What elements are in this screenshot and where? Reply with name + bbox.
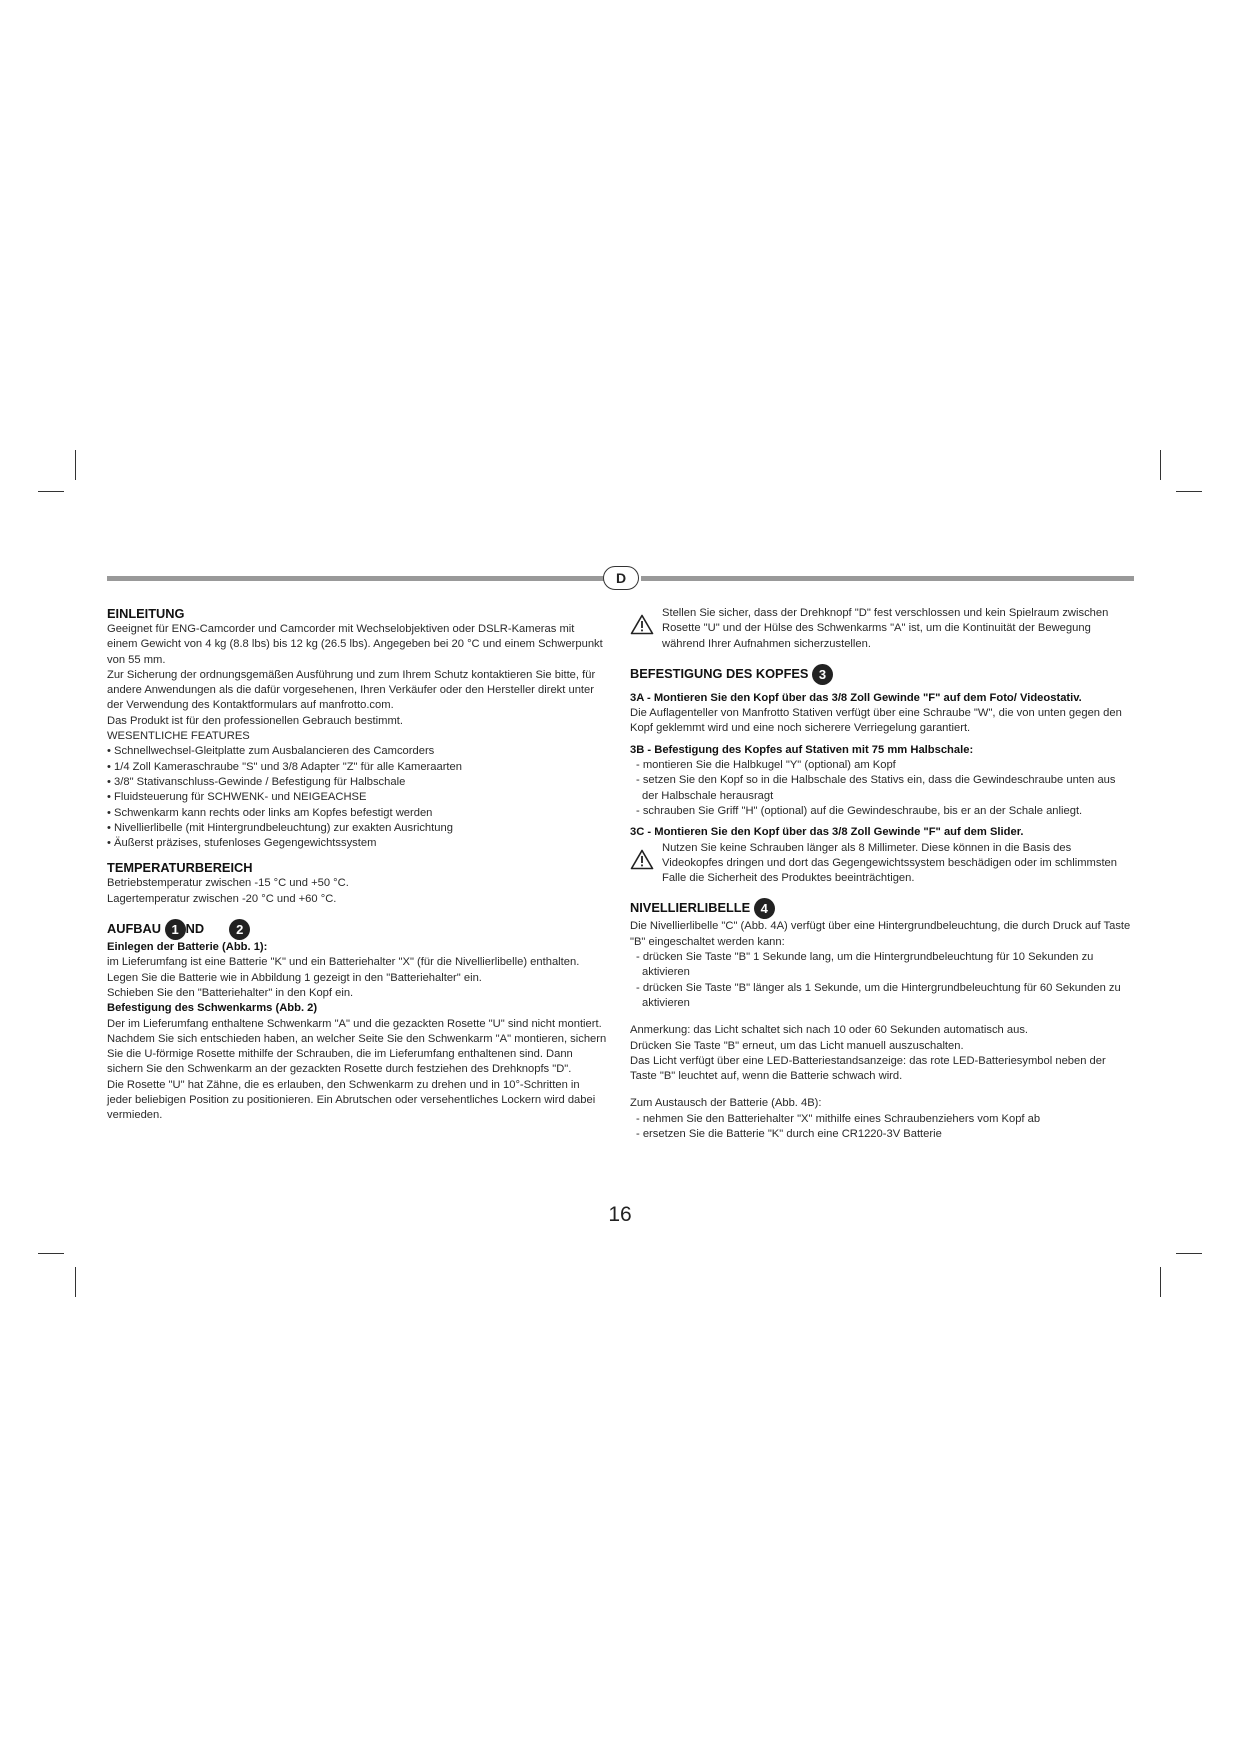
libelle-note: Drücken Sie Taste "B" erneut, um das Licht manuell auszuschalten. <box>630 1039 964 1052</box>
libelle-heading-text: NIVELLIERLIBELLE <box>630 900 751 916</box>
exchange-step: - ersetzen Sie die Batterie "K" durch eine CR1220-3V Batterie <box>636 1128 942 1141</box>
einleitung-paragraph: Das Produkt ist für den professionellen Gebrauch bestimmt. <box>107 714 403 727</box>
warning-text: Nutzen Sie keine Schrauben länger als 8 Millimeter. Diese können in die Basis des Videokopfes dringen und dort das Gegengewichtssystem beschädigen oder im schlimmsten Falle die Sicherheit des Produktes beeinträchtigen. <box>662 841 1118 885</box>
step-number-1: 1 <box>165 919 186 940</box>
left-column <box>107 606 607 1124</box>
feature-item: • 1/4 Zoll Kameraschraube "S" und 3/8 Adapter "Z" für alle Kameraarten <box>107 760 462 773</box>
exchange-title: Zum Austausch der Batterie (Abb. 4B): <box>630 1097 822 1110</box>
language-badge: D <box>603 566 639 590</box>
section-3b-step: - setzen Sie den Kopf so in die Halbschale des Stativs ein, dass die Gewindeschraube unten aus der Halbschale herausragt <box>636 774 1116 802</box>
header-rule-left <box>107 576 605 581</box>
feature-item: • Schwenkarm kann rechts oder links am Kopfes befestigt werden <box>107 806 433 819</box>
einleitung-heading: EINLEITUNG <box>107 606 185 621</box>
kopf-heading-text: BEFESTIGUNG DES KOPFES <box>630 665 809 681</box>
crop-mark <box>1160 1267 1161 1297</box>
crop-mark <box>38 491 64 492</box>
right-column <box>630 606 1134 1142</box>
section-3c-subheading: 3C - Montieren Sie den Kopf über das 3/8 Zoll Gewinde "F" auf dem Slider. <box>630 826 1024 839</box>
crop-mark <box>75 1267 76 1297</box>
warning-icon <box>630 614 654 635</box>
step-number-2: 2 <box>229 919 250 940</box>
crop-mark <box>1176 491 1202 492</box>
feature-item: • Äußerst präzises, stufenloses Gegengewichtssystem <box>107 837 377 850</box>
aufbau-heading-text: ND <box>185 920 205 936</box>
section-3b-step: - montieren Sie die Halbkugel "Y" (optional) am Kopf <box>636 759 896 772</box>
section-3b-subheading: 3B - Befestigung des Kopfes auf Stativen mit 75 mm Halbschale: <box>630 743 974 756</box>
temperatur-heading: TEMPERATURBEREICH <box>107 860 253 876</box>
warning-note <box>630 606 1134 652</box>
schwenkarm-subheading: Befestigung des Schwenkarms (Abb. 2) <box>107 1002 318 1015</box>
section-3b-step: - schrauben Sie Griff "H" (optional) auf die Gewindeschraube, bis er an der Schale anliegt. <box>636 804 1083 817</box>
batterie-paragraph: im Lieferumfang ist eine Batterie "K" und ein Batteriehalter "X" (für die Nivellierlibelle) enthalten. <box>107 956 580 969</box>
libelle-heading <box>630 898 1134 919</box>
section-3a-subheading: 3A - Montieren Sie den Kopf über das 3/8 Zoll Gewinde "F" auf dem Foto/ Videostativ. <box>630 691 1082 704</box>
einleitung-paragraph: Geeignet für ENG-Camcorder und Camcorder mit Wechselobjektiven oder DSLR-Kameras mit einem Gewicht von 4 kg (8.8 lbs) bis 12 kg (26.5 lbs). Angegeben bei 20 °C und einem Schwerpunkt von 55 mm. <box>107 623 603 666</box>
libelle-step: - drücken Sie Taste "B" 1 Sekunde lang, um die Hintergrundbeleuchtung für 10 Sekunden zu aktivieren <box>636 951 1094 979</box>
exchange-step: - nehmen Sie den Batteriehalter "X" mithilfe eines Schraubenziehers vom Kopf ab <box>636 1112 1041 1125</box>
einleitung-paragraph: Zur Sicherung der ordnungsgemäßen Ausführung und zum Ihrem Schutz kontaktieren Sie bitte, für andere Anwendungen als die dafür vorgesehenen, Ihren Verkäufer oder den Hersteller direkt unter der Verwendung des Kontaktformulars auf manfrotto.com. <box>107 668 596 712</box>
aufbau-heading <box>107 919 607 940</box>
warning-text: Stellen Sie sicher, dass der Drehknopf "D" fest verschlossen und kein Spielraum zwischen Rosette "U" und der Hülse des Schwenkarms "A" ist, um die Kontinuität der Bewegung während Ihrer Aufnahmen sicherzustellen. <box>662 607 1109 650</box>
step-number-4: 4 <box>754 898 775 919</box>
libelle-note: Anmerkung: das Licht schaltet sich nach 10 oder 60 Sekunden automatisch aus. <box>630 1024 1029 1037</box>
crop-mark <box>1176 1253 1202 1254</box>
feature-item: • Fluidsteuerung für SCHWENK- und NEIGEACHSE <box>107 791 367 804</box>
feature-item: • Schnellwechsel-Gleitplatte zum Ausbalancieren des Camcorders <box>107 745 435 758</box>
crop-mark <box>38 1253 64 1254</box>
schwenkarm-paragraph: Der im Lieferumfang enthaltene Schwenkarm "A" und die gezackten Rosette "U" sind nicht montiert. Nachdem Sie sich entschieden haben, an welcher Seite Sie den Schwenkarm "A" montieren, sichern Sie die U-förmige Rosette mithilfe der Schrauben, die im Lieferumfang enthaltenen sind. Dann sichern Sie den Schwenkarm an der gezackten Rosette durch festziehen des Drehknopfs "D". <box>107 1017 607 1076</box>
kopf-heading <box>630 664 1134 685</box>
feature-item: • Nivellierlibelle (mit Hintergrundbeleuchtung) zur exakten Ausrichtung <box>107 821 453 834</box>
step-number-3: 3 <box>812 664 833 685</box>
libelle-step: - drücken Sie Taste "B" länger als 1 Sekunde, um die Hintergrundbeleuchtung für 60 Sekunden zu aktivieren <box>636 981 1121 1009</box>
batterie-subheading: Einlegen der Batterie (Abb. 1): <box>107 941 268 954</box>
crop-mark <box>1160 450 1161 480</box>
batterie-paragraph: Schieben Sie den "Batteriehalter" in den Kopf ein. <box>107 986 354 999</box>
libelle-note: Das Licht verfügt über eine LED-Batteriestandsanzeige: das rote LED-Batteriesymbol neben der Taste "B" leuchtet auf, wenn die Batterie schwach wird. <box>630 1054 1106 1083</box>
header-rule-right <box>641 576 1134 581</box>
crop-mark <box>75 450 76 480</box>
features-title: WESENTLICHE FEATURES <box>107 730 250 743</box>
temperatur-line: Betriebstemperatur zwischen -15 °C und +50 °C. <box>107 877 349 890</box>
aufbau-heading-text: AUFBAU <box>107 920 162 936</box>
warning-icon <box>630 849 654 870</box>
feature-item: • 3/8" Stativanschluss-Gewinde / Befestigung für Halbschale <box>107 775 406 788</box>
schwenkarm-paragraph: Die Rosette "U" hat Zähne, die es erlauben, den Schwenkarm zu drehen und in 10°-Schritten in jeder beliebigen Position zu positionieren. Ein Abrutschen oder versehentliches Lockern wird dabei vermieden. <box>107 1078 596 1122</box>
batterie-paragraph: Legen Sie die Batterie wie in Abbildung 1 gezeigt in den "Batteriehalter" ein. <box>107 971 482 984</box>
libelle-intro: Die Nivellierlibelle "C" (Abb. 4A) verfügt über eine Hintergrundbeleuchtung, die durch Druck auf Taste "B" eingeschaltet werden kann: <box>630 920 1131 948</box>
section-3a-text: Die Auflagenteller von Manfrotto Stativen verfügt über eine Schraube "W", die von unten gegen den Kopf geklemmt wird und eine noch sicherere Verriegelung garantiert. <box>630 707 1122 735</box>
warning-note <box>630 841 1134 887</box>
temperatur-line: Lagertemperatur zwischen -20 °C und +60 °C. <box>107 892 337 905</box>
page-number: 16 <box>608 1203 632 1226</box>
